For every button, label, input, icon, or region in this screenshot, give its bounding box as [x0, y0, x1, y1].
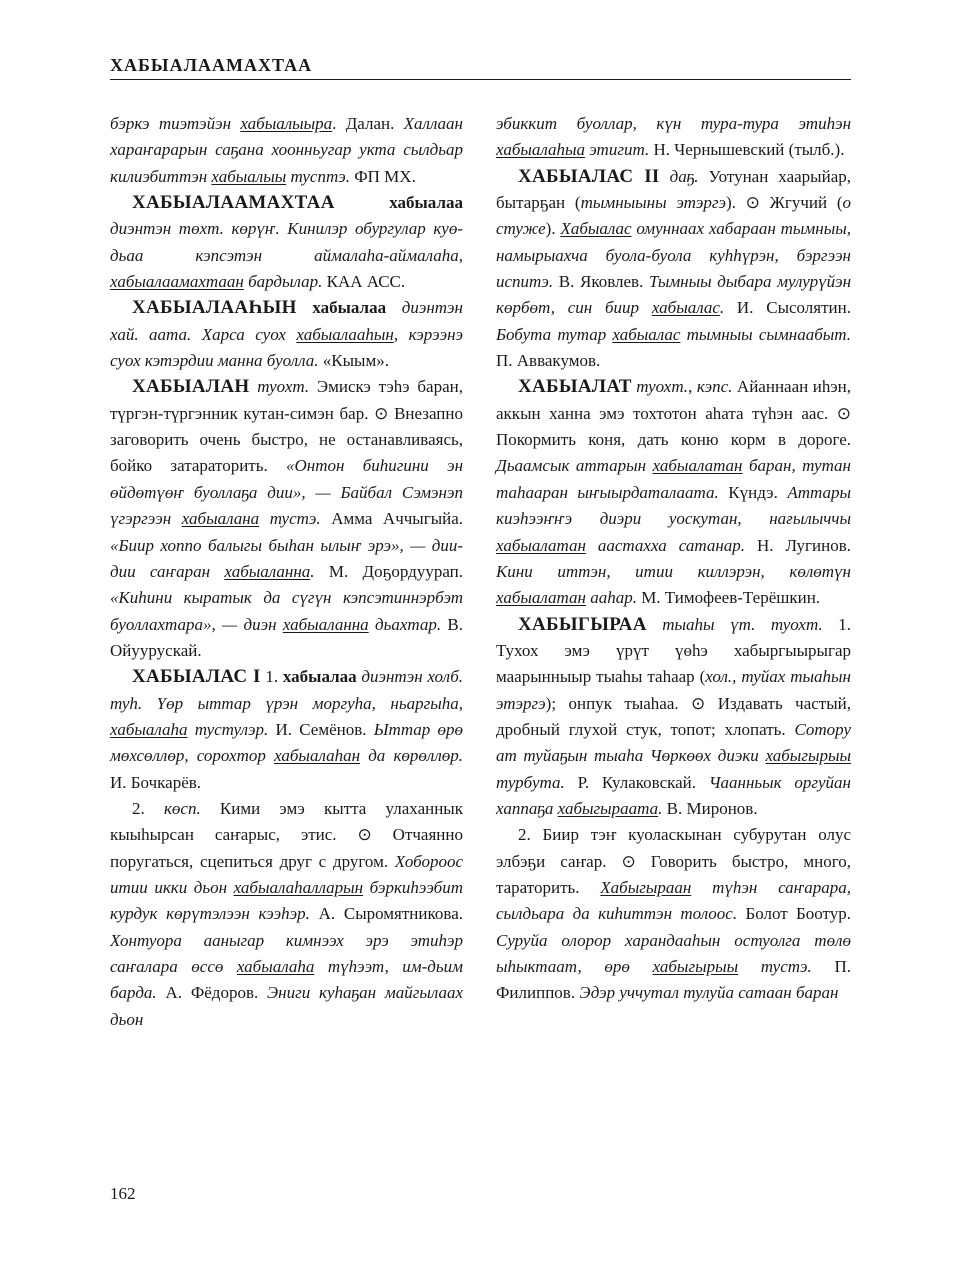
- usage-example-headword: хабыалаһа: [236, 957, 315, 976]
- entry-khabyalan: [110, 374, 463, 664]
- entry-khabyalaamakhtaa: [110, 190, 463, 295]
- grammar-reference: хабыалаа: [334, 193, 463, 213]
- text-run: ФП МХ.: [349, 166, 416, 186]
- text-run: А. Фёдоров.: [156, 983, 268, 1003]
- text-run: И. Бочкарёв.: [110, 772, 202, 792]
- usage-example-headword: хабыаланна: [224, 561, 311, 581]
- italic-text: түһээт, им-дьим барда.: [110, 957, 463, 1003]
- text-run: Болот Боотур.: [737, 904, 851, 924]
- headword: ХАБЫАЛАТ: [518, 376, 632, 398]
- text-run: Кими эмэ кытта улаханнык кыыһырсан саҥарыс, этис. ⊙ Отчаянно поругаться, сцепиться друг с другом.: [110, 798, 463, 871]
- italic-text: тыаһы үт. туохт.: [646, 614, 823, 634]
- italic-text: тымныыны этэргэ: [580, 193, 727, 213]
- usage-example-headword: Хабыалас: [560, 219, 632, 239]
- entry-khabygyraa: [496, 612, 851, 823]
- text-run: . Далан.: [332, 114, 404, 133]
- italic-text: диэнтэн төхт. көрүҥ. Кинилэр обургулар куө-дьаа кэпсэтэн аймалаһа-аймалаһа,: [110, 219, 463, 265]
- entry-continuation: [496, 111, 851, 164]
- italic-text: Ыттар өрө мөхсөллөр, сорохтор: [110, 719, 464, 766]
- text-run: П. Аввакумов.: [496, 351, 601, 371]
- running-head: ХАБЫАЛААМАХТАА: [110, 55, 313, 75]
- italic-text: омуннаах хабараан тымныы, намырыахча буола-буола куһһүрэн, бэргээн испитэ.: [496, 219, 851, 292]
- left-column: [110, 111, 463, 1033]
- usage-example-headword: хабыгыраата: [557, 798, 659, 818]
- italic-text: Хонтуора ааныгар кимнээх эрэ этиһэр саҥалара өссө: [110, 930, 463, 976]
- usage-example-headword: хабыаланна: [282, 614, 369, 634]
- italic-text: дьахтар.: [368, 614, 442, 634]
- text-run: 1.: [260, 667, 283, 687]
- text-run: Амма Аччыгыйа.: [320, 509, 464, 529]
- headword: ХАБЫАЛААМАХТАА: [132, 192, 335, 214]
- italic-text: даҕ.: [659, 166, 699, 186]
- italic-text: Эдэр уччутал тулуйа сатаан баран: [579, 983, 839, 1003]
- italic-text: бэркиһээбит курдук көрүтэлээн кээһэр.: [110, 877, 463, 924]
- grammar-reference: хабыалаа: [296, 298, 387, 318]
- usage-example-headword: хабыалас: [612, 324, 681, 344]
- italic-text: «Киһини кыратык да сүгүн кэпсэтиннэрбэт буоллахтара», — диэн: [110, 588, 463, 634]
- text-run: Уотунан хаарыйар, бытарҕан (: [496, 166, 851, 213]
- italic-text: диэнтэн хай. аата. Харса суох: [110, 298, 463, 344]
- text-run: ).: [545, 219, 561, 239]
- entry-khabyalas-1-sense-2: [110, 796, 463, 1033]
- italic-text: .: [658, 798, 663, 818]
- text-run: Н. Лугинов.: [745, 535, 851, 555]
- italic-text: Бобута тутар: [496, 324, 613, 344]
- entry-khabyalas-2: [496, 164, 851, 375]
- italic-text: «Биир хоппо балыгы быһан ылыҥ эрэ», — дии-дии саҥаран: [110, 535, 463, 581]
- italic-text: Дьаамсык аттарын: [496, 456, 653, 476]
- italic-text: «Онтон биһигини эн өйдөтүөҥ буоллаҕа дии», — Байбал Сэмэнэп үгэргээн: [110, 456, 463, 529]
- italic-text: Аттары киэһээҥҥэ диэри уоскутан, нағылыччы: [496, 482, 852, 529]
- usage-example-headword: хабыалаһалларын: [233, 877, 364, 897]
- italic-text: баран, тутан таһааран ыҥыырдаталаата.: [496, 456, 851, 502]
- italic-text: Чаанньык оргуйан хаппаҕа: [496, 772, 851, 818]
- italic-text: көсп.: [163, 798, 201, 818]
- usage-example-headword: хабыалас: [651, 298, 720, 318]
- italic-text: , кэрээнэ суох кэтэрдии манна буолла.: [110, 324, 463, 371]
- italic-text: Тымныы дыбара мулурүйэн көрбөт, син биир: [496, 272, 851, 318]
- text-run: Н. Чернышевский (тылб.).: [649, 140, 845, 160]
- usage-example-headword: хабыалаһа: [110, 719, 188, 739]
- usage-example-headword: хабыгырыы: [765, 746, 851, 766]
- italic-text: хол., туйах тыаһын этэргэ: [496, 667, 851, 713]
- headword: ХАБЫАЛААҺЫН: [132, 297, 297, 319]
- italic-text: этигит.: [585, 140, 650, 160]
- usage-example-headword: хабыалатан: [496, 535, 586, 555]
- italic-text: Суруйа олорор харандааһын остуолга төлө ыһыктаат, өрө: [496, 930, 851, 976]
- right-column: [496, 111, 851, 1007]
- text-run: 2. Биир тэҥ куоласкынан субурутан олус элбэҕи саҥар. ⊙ Говорить быстро, много, тараторить.: [496, 825, 851, 897]
- italic-text: Эниги куһаҕан майгылаах дьон: [110, 983, 464, 1029]
- italic-text: түһэн саҥарара, сылдьара да киһиттэн толоос.: [496, 877, 851, 924]
- italic-text: .: [719, 298, 725, 318]
- text-run: Эмискэ тэһэ баран, түргэн-түргэнник кутан-симэн бар. ⊙ Внезапно заговорить очень быстро, не останавливаясь, бойко затараторить.: [110, 377, 463, 476]
- page-number: 162: [110, 1184, 136, 1203]
- text-run: И. Семёнов.: [268, 719, 374, 739]
- italic-text: Хобороос итии икки дьон: [110, 851, 463, 897]
- headword: ХАБЫГЫРАА: [518, 613, 647, 635]
- italic-text: эбиккит буоллар, күн тура-тура этиһэн: [496, 114, 851, 133]
- usage-example-headword: хабыалатан: [496, 588, 586, 608]
- italic-text: Халлаан хараҥарарын саҕана хоонньугар укта сылдьар килиэбиттэн: [110, 114, 463, 186]
- italic-text: туохт.: [249, 377, 310, 397]
- text-run: Күндэ.: [718, 482, 788, 502]
- italic-text: диэнтэн холб. туһ. Үөр ыттар үрэн моргуһа, ньаргыһа,: [110, 667, 463, 713]
- text-run: А. Сыромятникова.: [309, 904, 463, 924]
- headword: ХАБЫАЛАН: [132, 376, 250, 398]
- italic-text: тусптэ.: [286, 166, 350, 186]
- entry-continuation: [110, 111, 463, 190]
- usage-example-headword: хабыалаһыа: [496, 140, 586, 160]
- grammar-reference: хабыалаа: [282, 667, 357, 687]
- text-run: П. Филиппов.: [496, 957, 851, 1003]
- header-rule: [110, 79, 851, 80]
- usage-example-headword: хабыалааһын: [296, 324, 394, 344]
- usage-example-headword: хабыалаһан: [274, 746, 361, 766]
- italic-text: да көрөллөр.: [360, 746, 463, 766]
- text-run: М. Доҕордуурап.: [314, 561, 463, 581]
- text-run: В. Миронов.: [662, 798, 758, 818]
- italic-text: Сотору ат туйаҕын тыаһа Чөркөөх диэки: [496, 719, 851, 766]
- usage-example-headword: хабыалыыра: [240, 114, 333, 133]
- italic-text: кэпс.: [696, 377, 733, 397]
- usage-example-headword: хабыалана: [181, 509, 260, 529]
- text-run: ,: [688, 377, 697, 397]
- text-run: В. Ойуурускай.: [110, 614, 463, 660]
- text-run: Айаннаан иһэн, аккын ханна эмэ тохтотон аһата түһэн аас. ⊙ Покормить коня, дать коню корм в дороге.: [496, 377, 852, 450]
- headword: ХАБЫАЛАС I: [132, 666, 261, 688]
- entry-khabyalaahyn: [110, 295, 463, 374]
- italic-text: бэркэ тиэтэйэн: [110, 114, 241, 133]
- text-run: В. Яковлев.: [553, 272, 649, 292]
- italic-text: тымныы сымнаабыт.: [680, 324, 851, 344]
- usage-example-headword: Хабыгыраан: [600, 877, 692, 897]
- text-run: 2.: [132, 798, 164, 818]
- italic-text: .: [310, 561, 315, 581]
- usage-example-headword: хабыалатан: [652, 456, 743, 476]
- text-run: ); онпук тыаһаа. ⊙ Издавать частый, дробный глухой стук, топот; хлопать.: [496, 693, 851, 739]
- italic-text: ааһар.: [585, 588, 637, 608]
- italic-text: о стуже: [496, 193, 851, 239]
- usage-example-headword: хабыгырыы: [652, 957, 739, 976]
- text-run: Р. Кулаковскай.: [564, 772, 709, 792]
- text-run: КАА АСС.: [322, 272, 406, 292]
- italic-text: тустэ.: [259, 509, 321, 529]
- text-run: И. Сысолятин.: [724, 298, 851, 318]
- italic-text: бардылар.: [243, 272, 323, 292]
- italic-text: тустулэр.: [187, 719, 269, 739]
- text-run: ). ⊙ Жгучий (: [726, 193, 843, 213]
- usage-example-headword: хабыалыы: [211, 166, 287, 186]
- entry-khabyalas-1: [110, 664, 463, 796]
- entry-khabyalat: [496, 374, 851, 611]
- italic-text: тустэ.: [738, 957, 812, 976]
- headword: ХАБЫАЛАС II: [518, 165, 660, 187]
- italic-text: Кини иттэн, итии киллэрэн, көлөтүн: [496, 561, 851, 581]
- entry-khabygyraa-sense-2: [496, 822, 851, 1006]
- text-run: 1. Тухох эмэ үрүт үөһэ хабыргыырыгар маарынныыр тыаһы таһаар (: [496, 614, 851, 687]
- text-run: М. Тимофеев-Терёшкин.: [636, 588, 821, 608]
- usage-example-headword: хабыалаамахтаан: [110, 272, 244, 292]
- italic-text: аастахха сатанар.: [585, 535, 746, 555]
- italic-text: турбута.: [496, 772, 565, 792]
- italic-text: туохт.: [631, 377, 689, 397]
- text-run: «Кыым».: [318, 351, 389, 371]
